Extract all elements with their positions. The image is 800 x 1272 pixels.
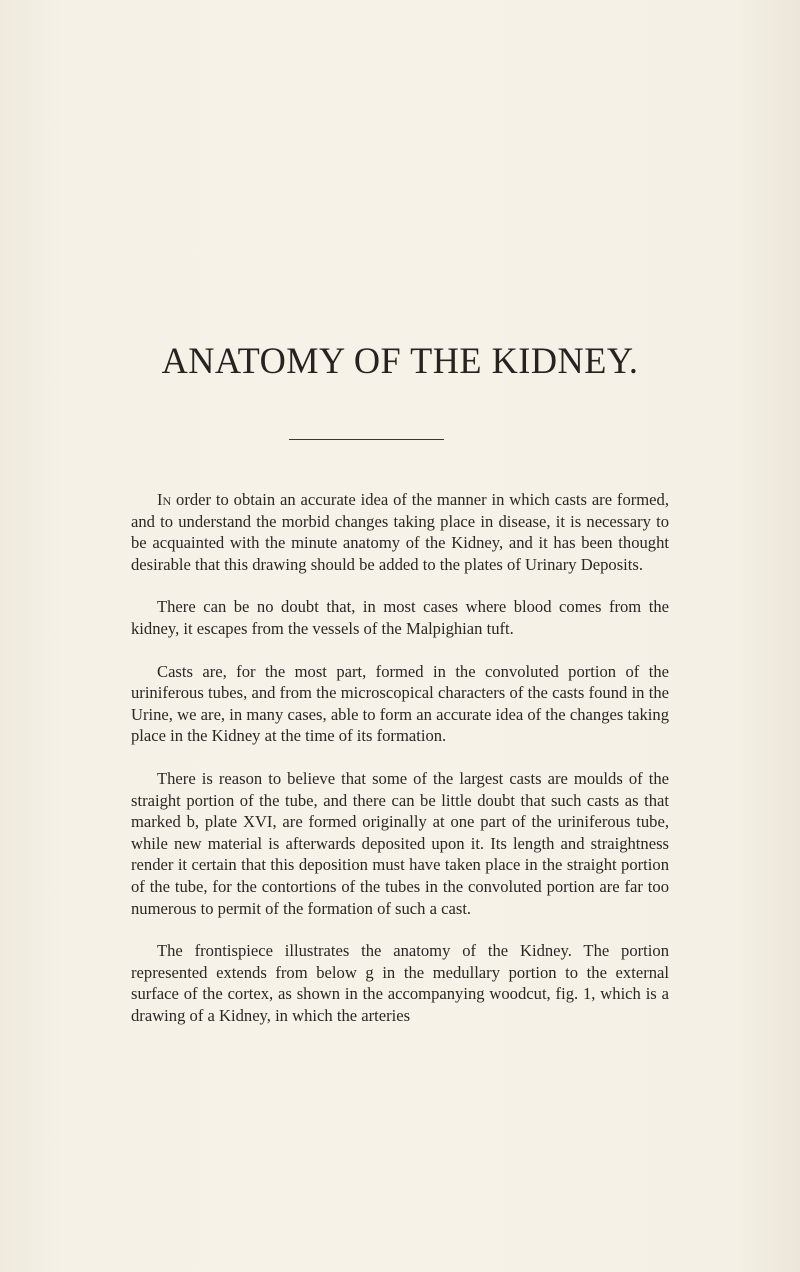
paragraph-1 <box>131 489 669 575</box>
paragraph-1-text: order to obtain an accurate idea of the manner in which casts are formed, and to understand the morbid changes taking place in disease, it is necessary to be acquainted with the minute anatomy of the Kidney, and it has been thought desirable that this drawing should be added to the plates of Urinary Deposits. <box>131 490 669 574</box>
paragraph-1-lead-word: In <box>157 490 172 509</box>
body-text <box>131 489 669 1047</box>
paragraph-3: Casts are, for the most part, formed in the convoluted portion of the uriniferous tubes, and from the microscopical characters of the casts found in the Urine, we are, in many cases, able to form an accurate idea of the changes taking place in the Kidney at the time of its formation. <box>131 661 669 746</box>
page-title: ANATOMY OF THE KIDNEY. <box>161 341 639 382</box>
title-rule <box>289 439 444 440</box>
paragraph-2: There can be no doubt that, in most cases where blood comes from the kidney, it escapes from the vessels of the Malpighian tuft. <box>131 597 669 638</box>
paragraph-4: There is reason to believe that some of the largest casts are moulds of the straight portion of the tube, and there can be little doubt that such casts as that marked b, plate XVI, are formed originally at one part of the uriniferous tube, while new material is afterwards deposited upon it. Its length and straightness render it certain that this deposition must have taken place in the straight portion of the tube, for the contortions of the tubes in the convoluted portion are far too numerous to permit of the formation of such a cast. <box>131 768 669 918</box>
paragraph-5: The frontispiece illustrates the anatomy of the Kidney. The portion represented extends from below g in the medullary portion to the external surface of the cortex, as shown in the accompanying woodcut, fig. 1, which is a drawing of a Kidney, in which the arteries <box>131 941 669 1025</box>
